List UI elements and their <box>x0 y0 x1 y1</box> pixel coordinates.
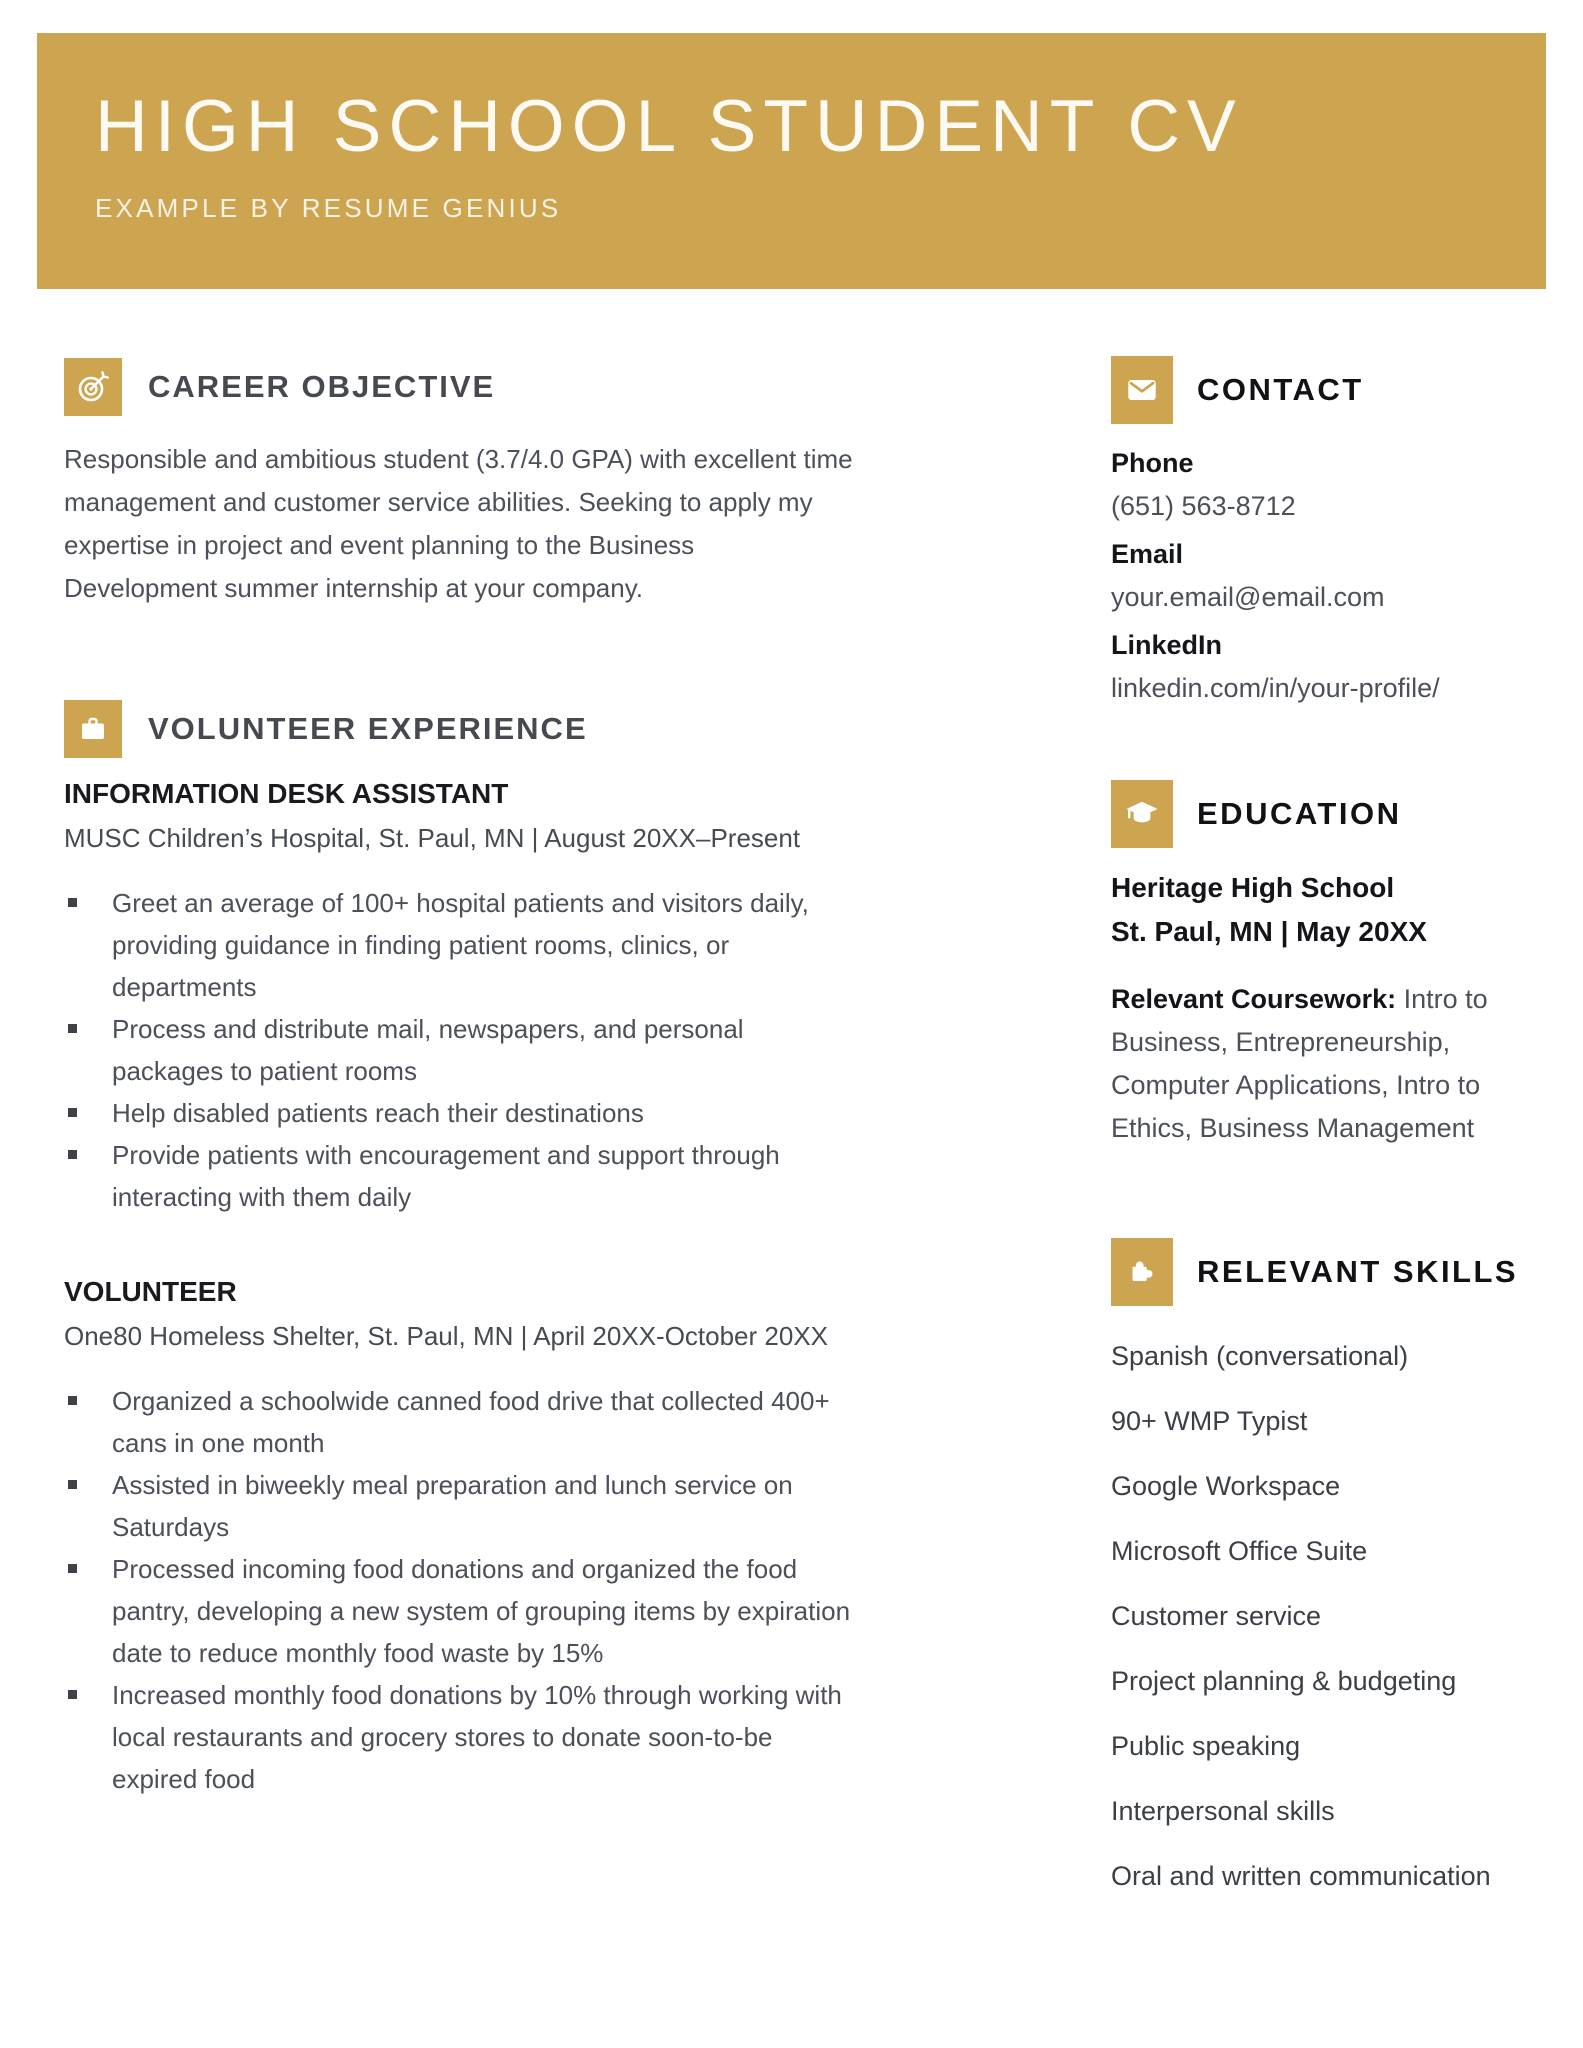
jobs-list <box>64 776 854 1800</box>
section-heading-relevant-skills: RELEVANT SKILLS <box>1197 1254 1519 1289</box>
contact-label: Phone <box>1111 448 1194 478</box>
job-title: VOLUNTEER <box>64 1276 237 1307</box>
education-header <box>1111 780 1513 848</box>
job-meta: One80 Homeless Shelter, St. Paul, MN | April 20XX-October 20XX <box>64 1321 829 1351</box>
contact-value: linkedin.com/in/your-profile/ <box>1111 673 1440 703</box>
bullet-item: Assisted in biweekly meal preparation and lunch service on Saturdays <box>112 1464 857 1548</box>
career-objective-section <box>64 358 854 610</box>
bullet-item: Increased monthly food donations by 10% through working with local restaurants and grocery stores to donate soon-to-be expired food <box>112 1674 857 1800</box>
bullet-item: Processed incoming food donations and organized the food pantry, developing a new system of grouping items by expiration date to reduce monthly food waste by 15% <box>112 1548 857 1674</box>
coursework-label: Relevant Coursework: <box>1111 984 1397 1014</box>
page-subtitle: EXAMPLE BY RESUME GENIUS <box>95 193 562 223</box>
job-meta: MUSC Children’s Hospital, St. Paul, MN | August 20XX–Present <box>64 823 801 853</box>
contact-header <box>1111 356 1511 424</box>
contact-section <box>1111 356 1511 710</box>
page-title: HIGH SCHOOL STUDENT CV <box>95 86 1243 167</box>
volunteer-experience-section <box>64 700 854 1800</box>
education-section <box>1111 780 1513 1150</box>
contact-value: (651) 563-8712 <box>1111 491 1296 521</box>
contact-group <box>1111 624 1511 710</box>
bullet-item: Provide patients with encouragement and support through interacting with them daily <box>112 1134 857 1218</box>
bullet-item: Process and distribute mail, newspapers, and personal packages to patient rooms <box>112 1008 857 1092</box>
bullet-item: Help disabled patients reach their destinations <box>112 1092 857 1134</box>
contact-label: LinkedIn <box>1111 630 1223 660</box>
job-title: INFORMATION DESK ASSISTANT <box>64 778 509 809</box>
job-entry <box>64 1274 854 1800</box>
contact-group <box>1111 442 1511 528</box>
education-school-block <box>1111 866 1513 954</box>
career-objective-header <box>64 358 854 416</box>
contact-group <box>1111 533 1511 619</box>
education-school-meta: St. Paul, MN | May 20XX <box>1111 916 1427 947</box>
contact-items <box>1111 442 1511 710</box>
skill-item: Microsoft Office Suite <box>1111 1536 1368 1566</box>
bullet-item: Organized a schoolwide canned food drive that collected 400+ cans in one month <box>112 1380 857 1464</box>
skill-item: 90+ WMP Typist <box>1111 1406 1308 1436</box>
puzzle-piece-icon <box>1111 1238 1173 1306</box>
skill-item: Oral and written communication <box>1111 1861 1491 1891</box>
header-banner <box>37 33 1546 289</box>
target-icon <box>64 358 122 416</box>
contact-label: Email <box>1111 539 1184 569</box>
section-heading-contact: CONTACT <box>1197 372 1364 407</box>
section-heading-volunteer-experience: VOLUNTEER EXPERIENCE <box>148 711 588 746</box>
education-coursework <box>1111 978 1513 1150</box>
skills-list <box>1111 1342 1513 1890</box>
bullet-list <box>64 1380 857 1800</box>
contact-value: your.email@email.com <box>1111 582 1385 612</box>
career-objective-text: Responsible and ambitious student (3.7/4.0 GPA) with excellent time management and customer service abilities. Seeking to apply my expertise in project and event planning to the Business Development summer internship at your company. <box>64 444 853 603</box>
education-school-name: Heritage High School <box>1111 872 1395 903</box>
bullet-item: Greet an average of 100+ hospital patients and visitors daily, providing guidance in finding patient rooms, clinics, or departments <box>112 882 857 1008</box>
graduation-cap-icon <box>1111 780 1173 848</box>
skill-item: Public speaking <box>1111 1731 1301 1761</box>
relevant-skills-section <box>1111 1238 1519 1927</box>
skill-item: Spanish (conversational) <box>1111 1341 1409 1371</box>
relevant-skills-header <box>1111 1238 1519 1306</box>
section-heading-career-objective: CAREER OBJECTIVE <box>148 369 496 404</box>
skill-item: Customer service <box>1111 1601 1322 1631</box>
bullet-list <box>64 882 857 1218</box>
section-heading-education: EDUCATION <box>1197 796 1402 831</box>
skill-item: Project planning & budgeting <box>1111 1666 1457 1696</box>
volunteer-experience-header <box>64 700 854 758</box>
coursework-text: Intro to Business, Entrepreneurship, Computer Applications, Intro to Ethics, Business Management <box>1111 984 1488 1143</box>
skill-item: Interpersonal skills <box>1111 1796 1335 1826</box>
skill-item: Google Workspace <box>1111 1471 1341 1501</box>
envelope-icon <box>1111 356 1173 424</box>
job-entry <box>64 776 854 1218</box>
briefcase-icon <box>64 700 122 758</box>
